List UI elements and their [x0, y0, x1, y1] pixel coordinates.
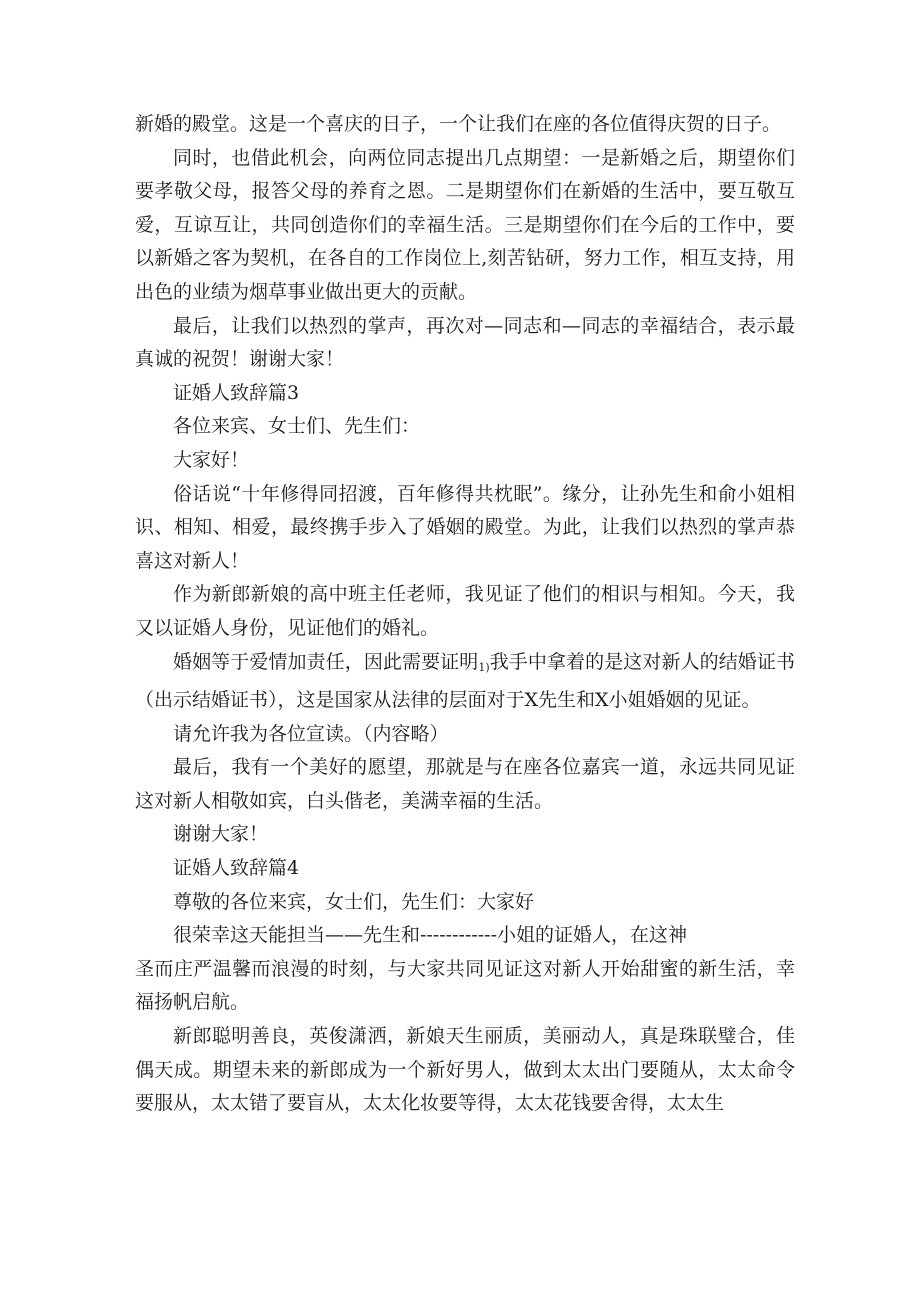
section-heading: 证婚人致辞篇4: [173, 857, 300, 880]
paragraph: 新郎聪明善良，英俊潇洒，新娘天生丽质，美丽动人，真是珠联璧合，佳偶天成。期望未来的新郎成为一个新好男人，做到太太出门要随从，太太命令要服从，太太错了要盲从，太太化妆要等得，太太花钱要舍得，太太生: [135, 1025, 795, 1115]
paragraph: 同时，也借此机会，向两位同志提出几点期望：一是新婚之后，期望你们要孝敬父母，报答父母的养育之恩。二是期望你们在新婚的生活中，要互敬互爱，互谅互让，共同创造你们的幸福生活。三是期望你们在今后的工作中，要以新婚之客为契机，在各自的工作岗位上,刻苦钻研，努力工作，相互支持，用出色的业绩为烟草事业做出更大的贡献。: [135, 146, 795, 303]
paragraph: 最后，让我们以热烈的掌声，再次对—同志和—同志的幸福结合，表示最真诚的祝贺！谢谢大家！: [135, 314, 795, 371]
salutation: 各位来宾、女士们、先生们：: [173, 415, 421, 438]
paragraph-text: 婚姻等于爱情加责任，因此需要证明: [173, 650, 479, 673]
paragraph: 请允许我为各位宣读。（内容略）: [173, 722, 449, 745]
paragraph-text: 我手中拿着的是这对新人的结婚证书（出示结婚证书），这是国家从法律的层面对于X先生和X小姐婚姻的见证。: [135, 650, 795, 712]
document-body: [135, 108, 795, 1121]
paragraph: 作为新郎新娘的高中班主任老师，我见证了他们的相识与相知。今天，我又以证婚人身份，见证他们的婚礼。: [135, 583, 795, 639]
paragraph: 很荣幸这天能担当——先生和------------小姐的证婚人，在这神: [173, 924, 688, 947]
paragraph: 新婚的殿堂。这是一个喜庆的日子，一个让我们在座的各位值得庆贺的日子。: [135, 113, 782, 135]
paragraph: [135, 646, 795, 718]
salutation: 尊敬的各位来宾，女士们，先生们：大家好: [173, 890, 535, 913]
paragraph: 圣而庄严温馨而浪漫的时刻，与大家共同见证这对新人开始甜蜜的新生活，幸福扬帆启航。: [135, 957, 795, 1014]
footnote-marker: 1): [478, 660, 490, 674]
closing: 谢谢大家！: [173, 823, 269, 846]
paragraph: 俗话说“十年修得同招渡，百年修得共枕眠”。缘分，让孙先生和俞小姐相识、相知、相爱，最终携手步入了婚姻的殿堂。为此，让我们以热烈的掌声恭喜这对新人！: [135, 482, 795, 572]
greeting: 大家好！: [173, 448, 250, 471]
paragraph: 最后，我有一个美好的愿望，那就是与在座各位嘉宾一道，永远共同见证这对新人相敬如宾，白头偕老，美满幸福的生活。: [135, 756, 795, 812]
section-heading: 证婚人致辞篇3: [173, 381, 300, 404]
